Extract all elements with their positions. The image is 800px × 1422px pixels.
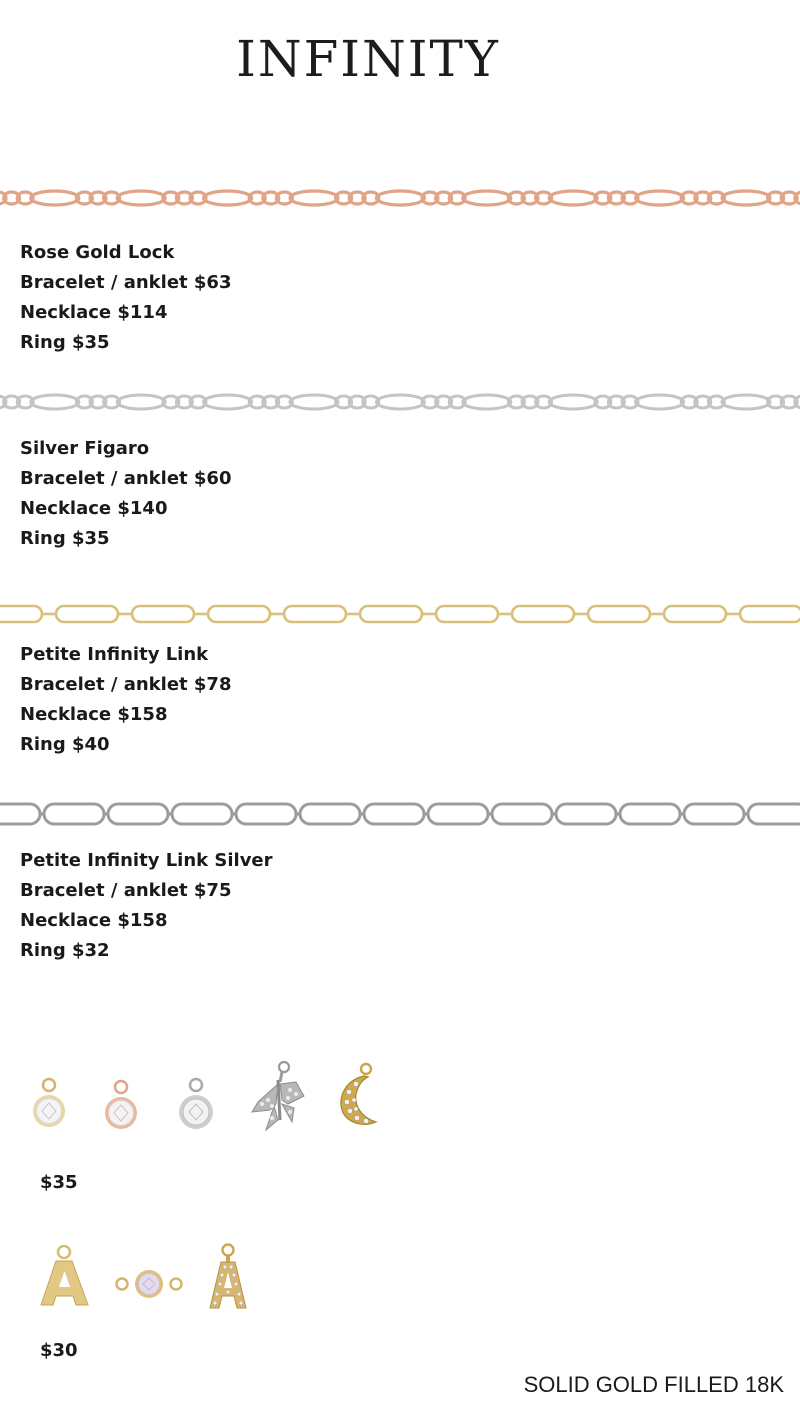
product-necklace-price: Necklace $140 xyxy=(20,498,168,519)
rose-gold-chain-image xyxy=(0,178,800,218)
product-bracelet-price: Bracelet / anklet $60 xyxy=(20,468,232,489)
product-necklace-price: Necklace $114 xyxy=(20,302,168,323)
product-ring-price: Ring $35 xyxy=(20,332,110,353)
letter-a-pave-charm xyxy=(204,1242,248,1312)
bezel-crystal-rose-charm xyxy=(104,1078,138,1136)
bezel-crystal-gold-charm xyxy=(32,1076,66,1134)
letter-a-gold-charm xyxy=(38,1244,90,1308)
product-rose-gold-lock xyxy=(20,238,231,358)
bezel-crystal-silver-charm xyxy=(178,1076,214,1134)
product-name: Silver Figaro xyxy=(20,438,150,459)
product-bracelet-price: Bracelet / anklet $63 xyxy=(20,272,232,293)
product-ring-price: Ring $32 xyxy=(20,940,110,961)
charms-row2-price: $30 xyxy=(40,1340,78,1361)
product-ring-price: Ring $35 xyxy=(20,528,110,549)
product-petite-infinity-link-silver xyxy=(20,846,273,966)
product-bracelet-price: Bracelet / anklet $78 xyxy=(20,674,232,695)
product-petite-infinity-link xyxy=(20,640,231,760)
silver-figaro-chain-image xyxy=(0,382,800,422)
crystal-connector-charm xyxy=(114,1268,184,1300)
product-silver-figaro xyxy=(20,434,231,554)
charms-row1-price: $35 xyxy=(40,1172,78,1193)
page-title: INFINITY xyxy=(236,30,500,88)
product-ring-price: Ring $40 xyxy=(20,734,110,755)
gold-link-chain-image xyxy=(0,594,800,634)
product-name: Petite Infinity Link Silver xyxy=(20,850,273,871)
material-footer-note: SOLID GOLD FILLED 18K xyxy=(523,1372,784,1397)
product-bracelet-price: Bracelet / anklet $75 xyxy=(20,880,232,901)
product-name: Petite Infinity Link xyxy=(20,644,209,665)
product-name: Rose Gold Lock xyxy=(20,242,175,263)
butterfly-pave-charm xyxy=(248,1060,308,1136)
moon-pave-charm xyxy=(334,1062,386,1130)
silver-link-chain-image xyxy=(0,794,800,834)
product-necklace-price: Necklace $158 xyxy=(20,704,168,725)
product-necklace-price: Necklace $158 xyxy=(20,910,168,931)
